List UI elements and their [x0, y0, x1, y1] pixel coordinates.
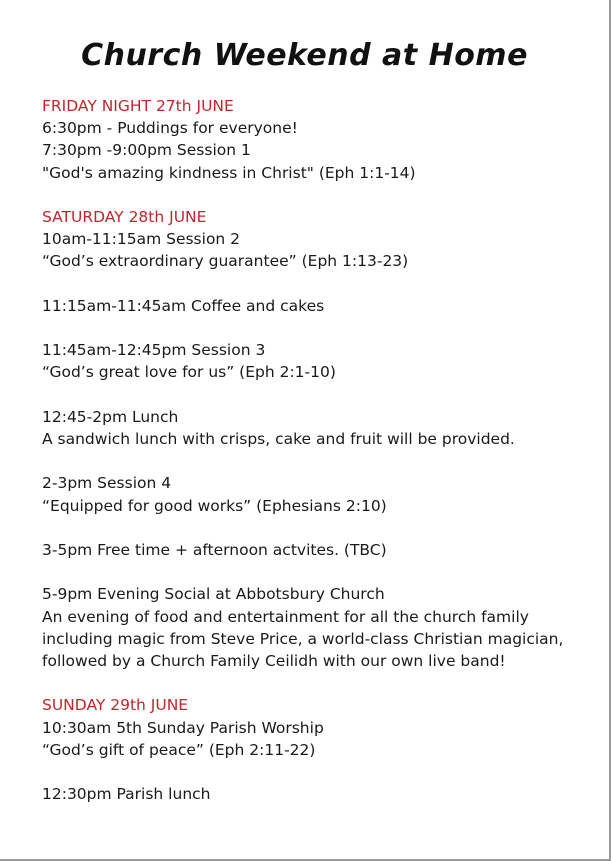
friday-puddings: 6:30pm - Puddings for everyone! — [42, 119, 298, 138]
spacer — [42, 184, 587, 206]
spacer — [42, 517, 587, 539]
sunday-worship-time: 10:30am 5th Sunday Parish Worship — [42, 718, 324, 737]
saturday-session-4-title: “Equipped for good works” (Ephesians 2:10) — [42, 496, 387, 515]
friday-heading: FRIDAY NIGHT 27th JUNE — [42, 97, 234, 115]
friday-session-1-time: 7:30pm -9:00pm Session 1 — [42, 141, 251, 160]
saturday-session-4-time: 2-3pm Session 4 — [42, 474, 172, 493]
spacer — [42, 761, 587, 783]
saturday-heading: SATURDAY 28th JUNE — [42, 208, 207, 226]
friday-session-1-title: "God's amazing kindness in Christ" (Eph 1:1-14) — [42, 163, 416, 182]
saturday-coffee: 11:15am-11:45am Coffee and cakes — [42, 296, 325, 315]
sunday-worship-title: “God’s gift of peace” (Eph 2:11-22) — [42, 740, 316, 759]
saturday-session-2-title: “God’s extraordinary guarantee” (Eph 1:13-23) — [42, 252, 409, 271]
saturday-free-time: 3-5pm Free time + afternoon actvites. (TBC) — [42, 540, 387, 559]
saturday-session-3-time: 11:45am-12:45pm Session 3 — [42, 341, 266, 360]
schedule — [42, 95, 587, 805]
spacer — [42, 317, 587, 339]
saturday-social-time: 5-9pm Evening Social at Abbotsbury Church — [42, 585, 385, 604]
spacer — [42, 672, 587, 694]
saturday-session-3-title: “God’s great love for us” (Eph 2:1-10) — [42, 363, 336, 382]
spacer — [42, 450, 587, 472]
saturday-lunch-detail: A sandwich lunch with crisps, cake and fruit will be provided. — [42, 429, 515, 448]
saturday-session-2-time: 10am-11:15am Session 2 — [42, 230, 241, 249]
saturday-lunch-time: 12:45-2pm Lunch — [42, 407, 179, 426]
sunday-heading: SUNDAY 29th JUNE — [42, 696, 189, 715]
page-title: Church Weekend at Home — [81, 38, 528, 73]
spacer — [42, 561, 587, 583]
spacer — [42, 384, 587, 406]
saturday-social-detail: An evening of food and entertainment for all the church family including magic from Steve Price, a world-class Christian magician, followed by a Church Family Ceilidh with our own live band! — [42, 607, 564, 670]
spacer — [42, 273, 587, 295]
sunday-lunch: 12:30pm Parish lunch — [42, 785, 211, 804]
